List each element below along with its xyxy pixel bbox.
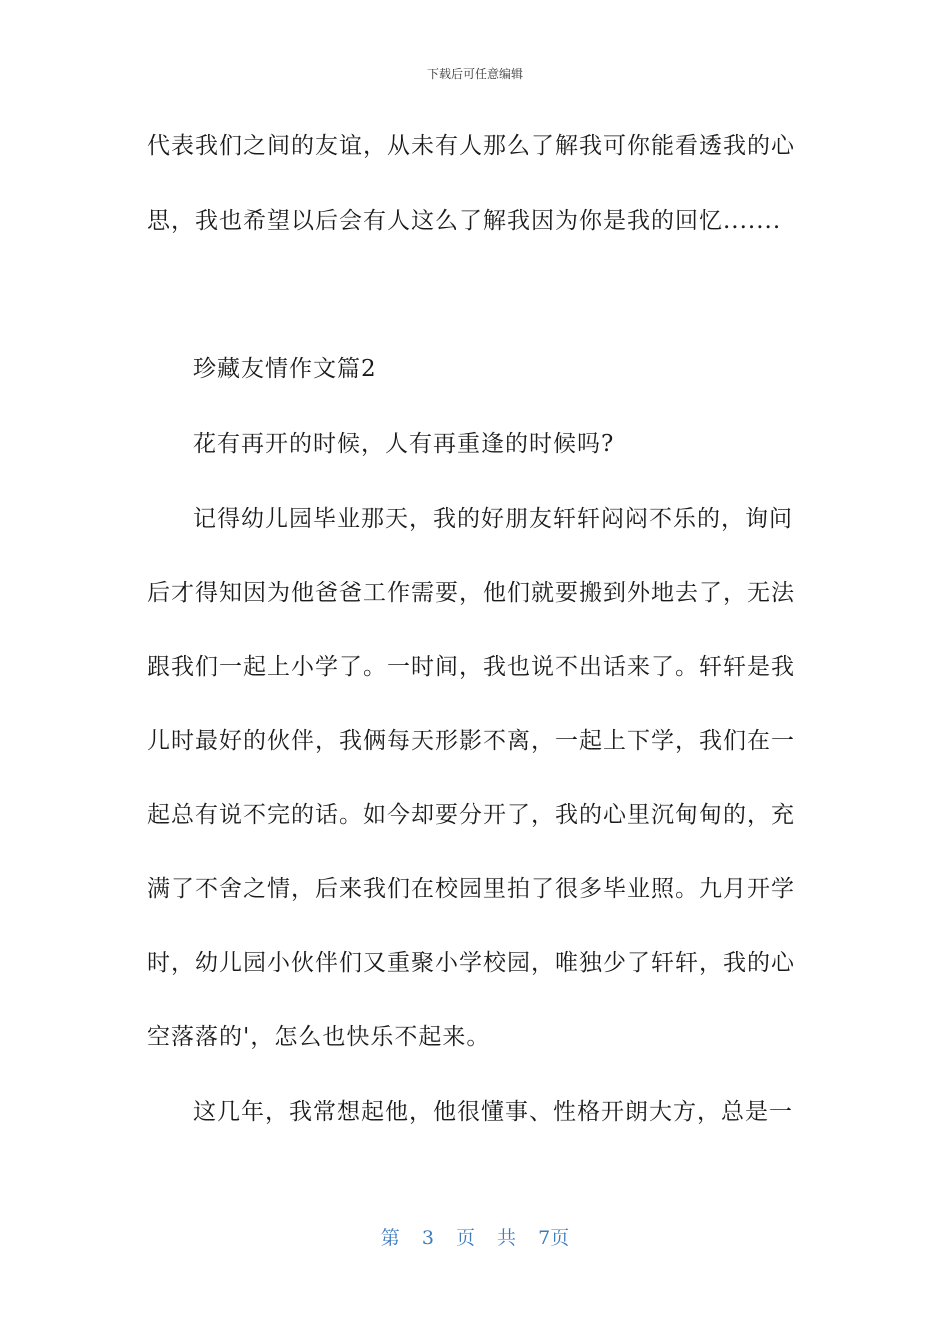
text-line: 空落落的'，怎么也快乐不起来。: [147, 1024, 491, 1050]
text-line: 时，幼儿园小伙伴们又重聚小学校园，唯独少了轩轩，我的心: [147, 950, 795, 976]
text-line: 儿时最好的伙伴，我俩每天形影不离，一起上下学，我们在一: [147, 728, 795, 754]
text-line: 思，我也希望以后会有人这么了解我因为你是我的回忆.......: [147, 208, 782, 234]
text-line: 起总有说不完的话。如今却要分开了，我的心里沉甸甸的，充: [147, 802, 795, 828]
text-line: 代表我们之间的友谊，从未有人那么了解我可你能看透我的心: [147, 133, 795, 159]
total-label: 共: [497, 1227, 517, 1249]
text-line: 满了不舍之情，后来我们在校园里拍了很多毕业照。九月开学: [147, 876, 795, 902]
section-title: 珍藏友情作文篇2: [193, 356, 377, 382]
text-line: 后才得知因为他爸爸工作需要，他们就要搬到外地去了，无法: [147, 580, 795, 606]
page-label: 第: [380, 1227, 400, 1249]
text-line: 这几年，我常想起他，他很懂事、性格开朗大方，总是一: [193, 1099, 793, 1125]
page-footer: [0, 1226, 950, 1250]
text-line: 花有再开的时候，人有再重逢的时候吗?: [193, 431, 615, 457]
text-line: 跟我们一起上小学了。一时间，我也说不出话来了。轩轩是我: [147, 654, 795, 680]
page-number: 3: [421, 1227, 434, 1249]
page-header: 下载后可任意编辑: [426, 67, 523, 81]
total-pages: 7页: [538, 1227, 570, 1249]
page-unit: 页: [455, 1227, 475, 1249]
text-line: 记得幼儿园毕业那天，我的好朋友轩轩闷闷不乐的，询问: [193, 506, 793, 532]
